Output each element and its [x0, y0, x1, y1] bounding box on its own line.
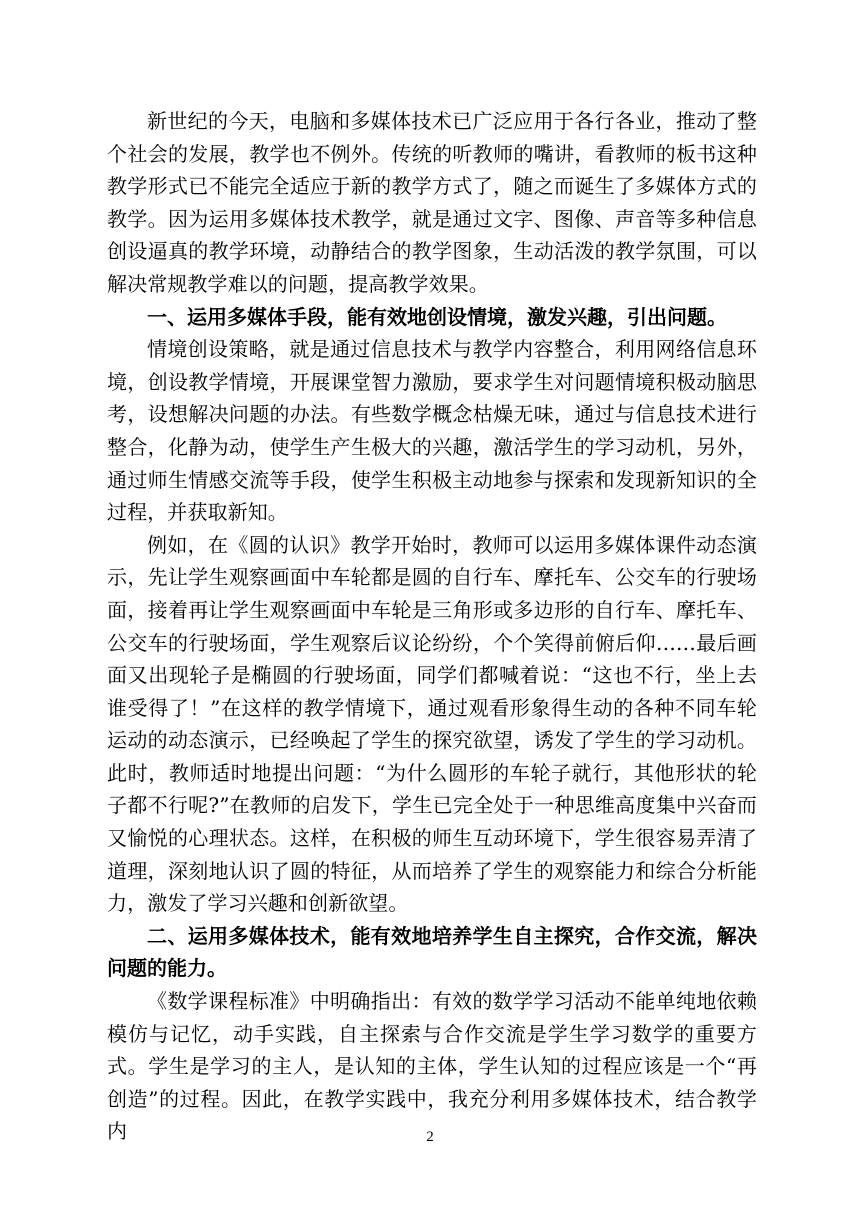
section-2-paragraph-1: 《数学课程标准》中明确指出：有效的数学学习活动不能单纯地依赖模仿与记忆，动手实践，自主探索与合作交流是学生学习数学的重要方式。学生是学习的主人，是认知的主体，学生认知的过程应该是一个“再创造”的过程。因此，在教学实践中，我充分利用多媒体技术，结合教学内 [107, 989, 757, 1144]
section-heading-2: 二、运用多媒体技术，能有效地培养学生自主探究，合作交流，解决问题的能力。 [107, 923, 757, 981]
page-body [107, 105, 757, 1148]
page-number: 2 [426, 1129, 434, 1145]
intro-paragraph: 新世纪的今天，电脑和多媒体技术已广泛应用于各行各业，推动了整个社会的发展，教学也不例外。传统的听教师的嘴讲，看教师的板书这种教学形式已不能完全适应于新的教学方式了，随之而诞生了多媒体方式的教学。因为运用多媒体技术教学，就是通过文字、图像、声音等多种信息创设逼真的教学环境，动静结合的教学图象，生动活泼的教学氛围，可以解决常规教学难以的问题，提高教学效果。 [107, 109, 757, 296]
section-1-paragraph-1: 情境创设策略，就是通过信息技术与教学内容整合，利用网络信息环境，创设教学情境，开展课堂智力激励，要求学生对问题情境积极动脑思考，设想解决问题的办法。有些数学概念枯燥无味，通过与信息技术进行整合，化静为动，使学生产生极大的兴趣，激活学生的学习动机，另外，通过师生情感交流等手段，使学生积极主动地参与探索和发现新知识的全过程，并获取新知。 [107, 337, 757, 525]
section-heading-1: 一、运用多媒体手段，能有效地创设情境，激发兴趣，引出问题。 [147, 304, 727, 329]
section-1-paragraph-2: 例如，在《圆的认识》教学开始时，教师可以运用多媒体课件动态演示，先让学生观察画面中车轮都是圆的自行车、摩托车、公交车的行驶场面，接着再让学生观察画面中车轮是三角形或多边形的自行车、摩托车、公交车的行驶场面，学生观察后议论纷纷，个个笑得前俯后仰……最后画面又出现轮子是椭圆的行驶场面，同学们都喊着说：“这也不行，坐上去谁受得了！”在这样的教学情境下，通过观看形象得生动的各种不同车轮运动的动态演示，已经唤起了学生的探究欲望，诱发了学生的学习动机。此时，教师适时地提出问题：“为什么圆形的车轮子就行，其他形状的轮子都不行呢?”在教师的启发下，学生已完全处于一种思维高度集中兴奋而又愉悦的心理状态。这样，在积极的师生互动环境下，学生很容易弄清了道理，深刻地认识了圆的特征，从而培养了学生的观察能力和综合分析能力，激发了学习兴趣和创新欲望。 [107, 532, 757, 916]
